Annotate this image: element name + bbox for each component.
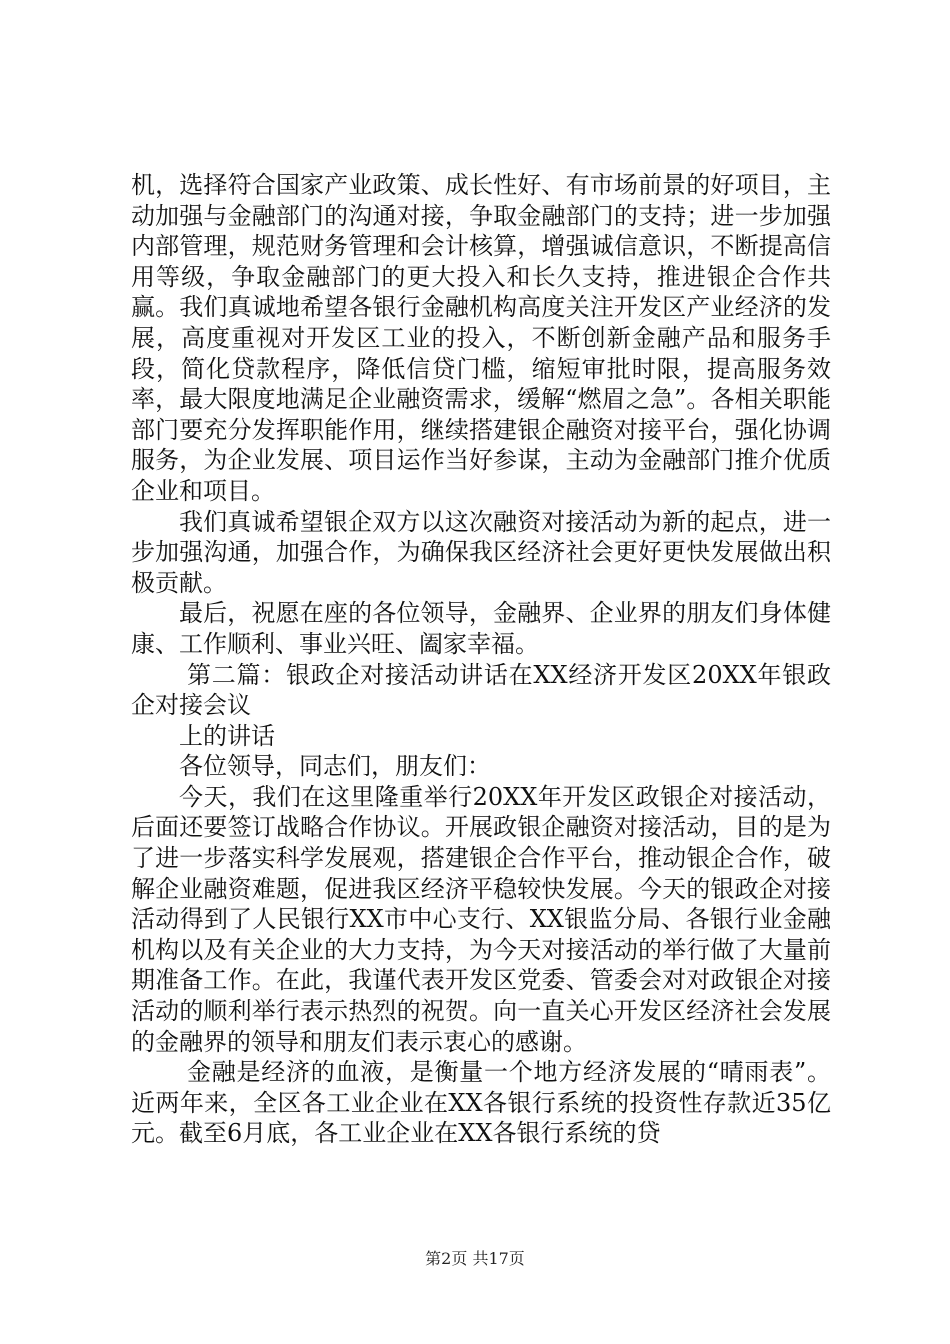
salutation: 各位领导，同志们，朋友们： — [179, 752, 491, 781]
paragraph-continuation: 机，选择符合国家产业政策、成长性好、有市场前景的好项目，主动加强与金融部门的沟通对接，争取金融部门的支持；进一步加强内部管理，规范财务管理和会计核算，增强诚信意识，不断提高信用等级，争取金融部门的更大投入和长久支持，推进银企合作共赢。我们真诚地希望各银行金融机构高度关注开发区产业经济的发展，高度重视对开发区工业的投入，不断创新金融产品和服务手段，简化贷款程序，降低信贷门槛，缩短审批时限，提高服务效率，最大限度地满足企业融资需求，缓解“燃眉之急”。各相关职能部门要充分发挥职能作用，继续搭建银企融资对接平台，强化协调服务，为企业发展、项目运作当好参谋，主动为金融部门推介优质企业和项目。 — [131, 171, 831, 505]
section-title: 第二篇：银政企对接活动讲话在XX经济开发区20XX年银政企对接会议 — [131, 660, 831, 720]
document-body — [131, 170, 831, 1149]
page-number-footer: 第2页 共17页 — [425, 1249, 525, 1268]
paragraph-hope: 我们真诚希望银企双方以这次融资对接活动为新的起点，进一步加强沟通，加强合作，为确保我区经济社会更好更快发展做出积极贡献。 — [131, 507, 831, 597]
paragraph-finance: 金融是经济的血液，是衡量一个地方经济发展的“晴雨表”。近两年来，全区各工业企业在XX各银行系统的投资性存款近35亿元。截至6月底，各工业企业在XX各银行系统的贷 — [131, 1058, 831, 1148]
paragraph-opening: 今天，我们在这里隆重举行20XX年开发区政银企对接活动，后面还要签订战略合作协议。开展政银企融资对接活动，目的是为了进一步落实科学发展观，搭建银企合作平台，推动银企合作，破解企业融资难题，促进我区经济平稳较快发展。今天的银政企对接活动得到了人民银行XX市中心支行、XX银监分局、各银行业金融机构以及有关企业的大力支持，为今天对接活动的举行做了大量前期准备工作。在此，我谨代表开发区党委、管委会对对政银企对接活动的顺利举行表示热烈的祝贺。向一直关心开发区经济社会发展的金融界的领导和朋友们表示衷心的感谢。 — [131, 782, 831, 1056]
section-title-continuation: 上的讲话 — [179, 721, 275, 750]
paragraph-closing-wishes: 最后，祝愿在座的各位领导，金融界、企业界的朋友们身体健康、工作顺利、事业兴旺、阖家幸福。 — [131, 599, 831, 658]
